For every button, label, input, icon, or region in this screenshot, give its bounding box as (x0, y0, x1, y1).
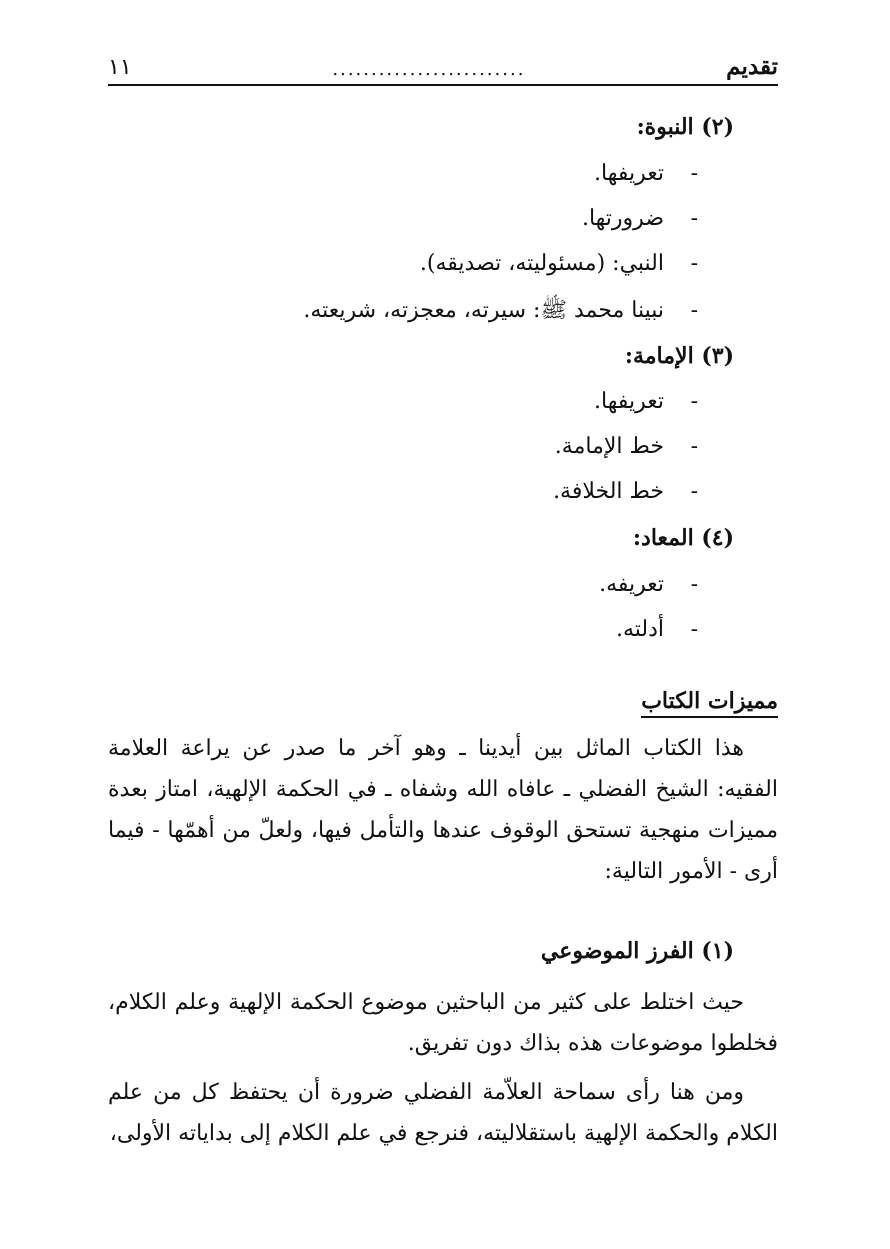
section-title-prophethood: (٢) النبوة: (636, 114, 734, 140)
point-title-objective-sorting: (١) الفرز الموضوعي (540, 938, 734, 964)
section-title-resurrection: (٤) المعاد: (632, 525, 734, 551)
features-heading: مميزات الكتاب (641, 688, 778, 718)
page-number: ١١ (108, 55, 132, 80)
running-head (108, 40, 778, 80)
body-paragraph: ومن هنا رأى سماحة العلاّمة الفضلي ضرورة أن يحتفظ كل من علم الكلام والحكمة الإلهية باستقلاليته، فنرجع في علم الكلام إلى بداياته الأولى، (108, 1080, 778, 1146)
list-item: -خط الخلافة. (553, 479, 698, 504)
section-title-imamate: (٣) الإمامة: (624, 343, 734, 369)
list-item: -تعريفها. (594, 161, 698, 186)
list-item: -النبي: (مسئوليته، تصديقه). (419, 251, 698, 276)
list-item: -نبينا محمد ﷺ: سيرته، معجزته، شريعته. (303, 298, 698, 323)
list-item: -أدلته. (615, 617, 698, 642)
list-item: -تعريفها. (594, 389, 698, 414)
list-item: -تعريفه. (599, 572, 698, 597)
body-paragraph: حيث اختلط على كثير من الباحثين موضوع الحكمة الإلهية وعلم الكلام، فخلطوا موضوعات هذه بذاك دون تفريق. (108, 990, 778, 1056)
running-head-leader-dots: ......................... (332, 59, 526, 80)
list-item: -خط الإمامة. (554, 434, 698, 459)
header-rule (108, 84, 778, 86)
list-item: -ضرورتها. (581, 206, 698, 231)
running-head-title: تقديم (726, 53, 778, 80)
intro-paragraph: هذا الكتاب الماثل بين أيدينا ـ وهو آخر ما صدر عن يراعة العلامة الفقيه: الشيخ الفضلي ـ عافاه الله وشفاه ـ في الحكمة الإلهية، امتاز بعدة مميزات منهجية تستحق الوقوف عندها والتأمل فيها، ولعلّ من أهمّها - فيما أرى - الأمور التالية: (108, 736, 778, 884)
